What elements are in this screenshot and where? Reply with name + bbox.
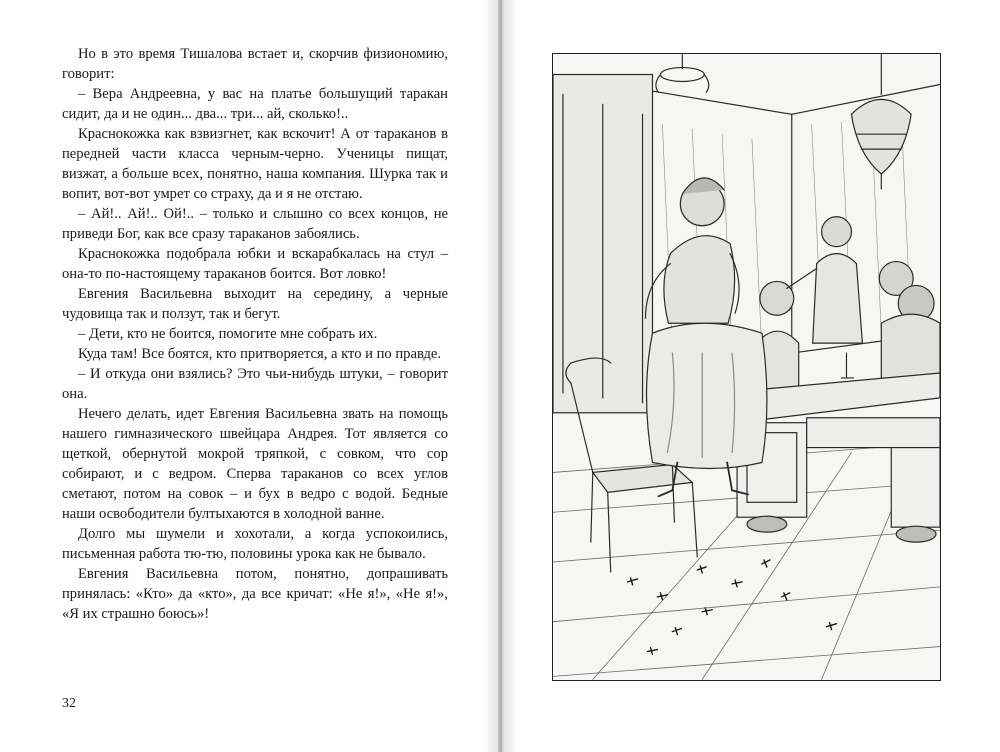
- book-gutter: [484, 0, 518, 752]
- classroom-illustration: [552, 53, 941, 681]
- paragraph: Нечего делать, идет Евгения Васильевна звать на помощь нашего гимназического швейцара Андрея. Тот является со щеткой, обернутой мокрой тряпкой, с совком, что сор собирают, и с ведром. Сперва тараканов со всех углов сметают, потом на совок – и бух в ведро с водой. Бедные наши освободители бултыхаются в холодной ванне.: [62, 406, 448, 522]
- page-number: 32: [62, 696, 76, 711]
- paragraph: Но в это время Тишалова встает и, скорчив физиономию, говорит:: [62, 46, 448, 82]
- paragraph: Евгения Васильевна выходит на середину, а черные чудовища так и ползут, так и бегут.: [62, 286, 448, 322]
- left-page: [0, 0, 498, 752]
- paragraph: Краснокожка как взвизгнет, как вскочит! А от тараканов в передней части класса черным-черно. Ученицы пищат, визжат, а больше всех, понятно, наша компания. Шурка так и вопит, вот-вот умрет со страху, да и я не отстаю.: [62, 126, 448, 202]
- paragraph: Долго мы шумели и хохотали, а когда успокоились, письменная работа тю-тю, половины урока как не бывало.: [62, 526, 448, 562]
- cockroaches: [628, 560, 837, 655]
- paragraph: – И откуда они взялись? Это чьи-нибудь штуки, – говорит она.: [62, 366, 448, 402]
- teacher-figure: [646, 178, 767, 496]
- paragraph: Евгения Васильевна потом, понятно, допрашивать принялась: «Кто» да «кто», да все кричат: «Не я!», «Не я!», «Я их страшно боюсь»!: [62, 566, 448, 622]
- paragraph: – Ай!.. Ай!.. Ой!.. – только и слышно со всех концов, не приведи Бог, как все сразу тараканов забоялись.: [62, 206, 448, 242]
- paragraph: Куда там! Все боятся, кто притворяется, а кто и по правде.: [78, 346, 442, 362]
- paragraph: Краснокожка подобрала юбки и вскарабкалась на стул – она-то по-настоящему тараканов боится. Вот ловко!: [62, 246, 448, 282]
- paragraph: – Дети, кто не боится, помогите мне собрать их.: [78, 326, 378, 342]
- body-text: [62, 44, 448, 624]
- paragraph: – Вера Андреевна, у вас на платье большущий таракан сидит, да и не один... два... три... ай, сколько!..: [62, 86, 448, 122]
